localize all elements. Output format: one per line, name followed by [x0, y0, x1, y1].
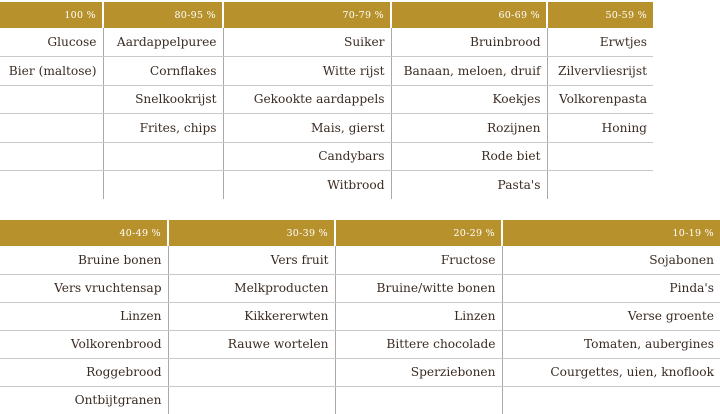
table-cell: Linzen: [335, 302, 502, 330]
table-cell: Suiker: [223, 28, 391, 57]
table-row: [0, 114, 653, 143]
table-cell: Koekjes: [391, 85, 547, 114]
column-header: 20-29 %: [335, 220, 502, 246]
table-cell: Kikkererwten: [168, 302, 335, 330]
table-cell: Mais, gierst: [223, 114, 391, 143]
table-cell: Tomaten, aubergines: [502, 330, 720, 358]
table-cell: Erwtjes: [547, 28, 653, 57]
column-header: 60-69 %: [391, 2, 547, 28]
table-cell: Banaan, meloen, druif: [391, 57, 547, 86]
table-row: [0, 171, 653, 200]
table-cell: Glucose: [0, 28, 103, 57]
table-cell: Rode biet: [391, 142, 547, 171]
table-row: [0, 386, 720, 414]
table-row: [0, 330, 720, 358]
table-cell: Witbrood: [223, 171, 391, 200]
column-header: 10-19 %: [502, 220, 720, 246]
table-cell: Bruine bonen: [0, 246, 168, 274]
table-cell: Honing: [547, 114, 653, 143]
table-cell: Witte rijst: [223, 57, 391, 86]
table-cell: Cornflakes: [103, 57, 223, 86]
column-header: 50-59 %: [547, 2, 653, 28]
table-cell: [0, 114, 103, 143]
table-cell: Aardappelpuree: [103, 28, 223, 57]
gi-table-bottom: [0, 220, 720, 414]
table-cell: [0, 85, 103, 114]
table-cell: [168, 358, 335, 386]
table-row: [0, 85, 653, 114]
table-cell: [0, 142, 103, 171]
table-cell: Linzen: [0, 302, 168, 330]
table-cell: Bruine/witte bonen: [335, 274, 502, 302]
table-cell: Volkorenbrood: [0, 330, 168, 358]
table-cell: [547, 171, 653, 200]
table-header-row: [0, 220, 720, 246]
gi-table-top: [0, 2, 653, 199]
table-cell: [103, 142, 223, 171]
table-cell: Ontbijtgranen: [0, 386, 168, 414]
table-cell: Pasta's: [391, 171, 547, 200]
table-cell: [335, 386, 502, 414]
table-row: [0, 57, 653, 86]
table-header-row: [0, 2, 653, 28]
table-cell: [547, 142, 653, 171]
column-header: 40-49 %: [0, 220, 168, 246]
table-cell: Sojabonen: [502, 246, 720, 274]
table-cell: Volkorenpasta: [547, 85, 653, 114]
table-row: [0, 302, 720, 330]
table-cell: Bier (maltose): [0, 57, 103, 86]
table-cell: [0, 171, 103, 200]
table-cell: Gekookte aardappels: [223, 85, 391, 114]
table-cell: Snelkookrijst: [103, 85, 223, 114]
column-header: 70-79 %: [223, 2, 391, 28]
table-cell: [103, 171, 223, 200]
table-row: [0, 358, 720, 386]
column-header: 30-39 %: [168, 220, 335, 246]
table-cell: Rozijnen: [391, 114, 547, 143]
table-row: [0, 142, 653, 171]
table-cell: Bruinbrood: [391, 28, 547, 57]
table-cell: Courgettes, uien, knoflook: [502, 358, 720, 386]
table-cell: Bittere chocolade: [335, 330, 502, 358]
table-cell: Zilvervliesrijst: [547, 57, 653, 86]
table-row: [0, 274, 720, 302]
column-header: 100 %: [0, 2, 103, 28]
table-cell: Pinda's: [502, 274, 720, 302]
table-cell: Roggebrood: [0, 358, 168, 386]
table-row: [0, 28, 653, 57]
table-cell: Rauwe wortelen: [168, 330, 335, 358]
table-cell: Candybars: [223, 142, 391, 171]
table-cell: [502, 386, 720, 414]
table-cell: Fructose: [335, 246, 502, 274]
table-cell: Vers vruchtensap: [0, 274, 168, 302]
table-cell: Sperziebonen: [335, 358, 502, 386]
table-cell: Verse groente: [502, 302, 720, 330]
table-cell: Vers fruit: [168, 246, 335, 274]
table-cell: Frites, chips: [103, 114, 223, 143]
table-cell: Melkproducten: [168, 274, 335, 302]
table-row: [0, 246, 720, 274]
table-cell: [168, 386, 335, 414]
column-header: 80-95 %: [103, 2, 223, 28]
